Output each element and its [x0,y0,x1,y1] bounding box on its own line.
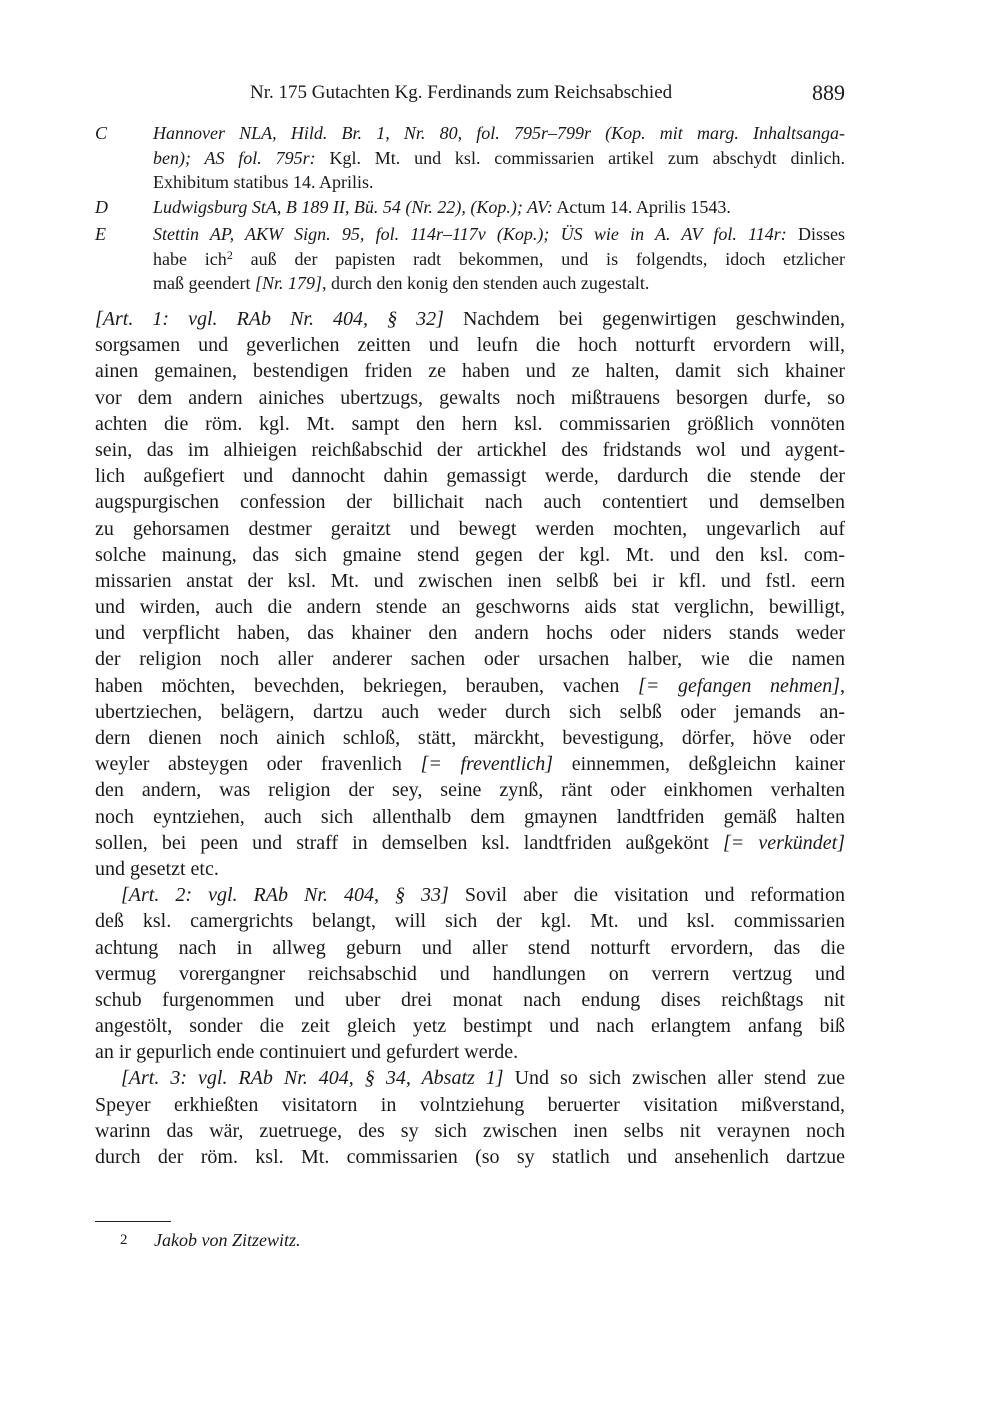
witness-sigil: E [95,224,106,244]
text-run: sorgsamen und geverlichen zeitten und leufn die hoch notturft ervordern will, [95,334,845,357]
text-run: Nachdem bei gegenwirtigen geschwinden, [443,308,845,330]
text-run: augspurgischen confession der billichait nach auch contentiert und demselben [95,491,845,514]
text-line [95,463,845,489]
page-number: 889 [812,80,845,105]
text-run: lich außgefiert und dannocht dahin gemassigt werde, dardurch die stende der [95,465,845,488]
text-run: , durch den konig den stenden auch zugestalt. [321,273,650,293]
text-line [95,358,845,384]
text-run: der religion noch aller anderer sachen oder ursachen halber, wie die namen [95,648,845,671]
text-line [95,306,845,332]
paragraph [95,1065,845,1170]
text-run: deß ksl. camergrichts belangt, will sich der kgl. Mt. und ksl. commissarien [95,910,845,933]
text-line [95,1039,845,1065]
text-line [95,568,845,594]
text-run: Kgl. Mt. und ksl. commissarien artikel zum abschydt dinlich. [315,147,845,168]
text-line [95,961,845,987]
editorial-italic: [Art. 3: vgl. RAb Nr. 404, § 34, Absatz 1] [121,1067,504,1090]
apparatus-entry [95,195,845,220]
text-run: vor dem andern ainiches ubertzugs, gewalts noch mißtrauens besorgen durfe, so [95,386,845,409]
editorial-italic: [= freventlich] [420,753,554,776]
text-line [95,620,845,646]
text-line [95,908,845,934]
witness-sigil: C [95,123,108,143]
text-line [95,935,845,961]
apparatus-entry [95,121,845,195]
text-line [153,146,845,171]
text-run: und wirden, auch die andern stende an geschworns aids stat verglichn, bewilligt, [95,596,845,619]
text-line [153,271,845,296]
text-run: den andern, was religion der sey, seine zynß, ränt oder einkhomen verhalten [95,779,845,802]
footnote-reference: 2 [226,247,233,262]
text-run: Und so sich zwischen aller stend zue [503,1067,845,1090]
text-run: durch der röm. ksl. Mt. commissarien (so sy statlich und ansehenlich dartzue [95,1146,845,1168]
text-line [95,1144,845,1170]
text-run: sein, das im alhieigen reichßabschid der artickhel des fridstands wol und aygent- [95,438,845,461]
text-run: einnemmen, deßgleichn kainer [553,753,845,776]
witness-sigil: D [95,197,108,217]
text-run: sollen, bei peen und straff in demselben ksl. landtfriden außgekönt [95,831,723,854]
text-run: noch eyntziehen, auch sich allenthalb dem gmaynen landtfriden gemäß halten [95,805,845,828]
text-line [153,170,845,195]
text-run: haben möchten, bevechden, bekriegen, berauben, vachen [95,674,639,697]
editorial-italic: [Art. 2: vgl. RAb Nr. 404, § 33] [121,884,449,907]
text-line [95,542,845,568]
text-run: angestölt, sonder die zeit gleich yetz bestimpt und nach erlangtem anfang biß [95,1015,845,1038]
text-line [95,411,845,437]
footnote-rule [95,1221,171,1222]
text-run: und verpflicht haben, das khainer den andern hochs oder niders stands weder [95,622,845,645]
text-line [95,673,845,699]
text-run: schub furgenommen und uber drei monat nach endung dises reichßtags nit [95,988,845,1011]
text-line [95,646,845,672]
text-run: , [840,674,845,697]
running-header-title: Nr. 175 Gutachten Kg. Ferdinands zum Reichsabschied [250,82,673,103]
text-line [95,1092,845,1118]
text-line [153,222,845,247]
text-run: weyler absteygen oder fravenlich [95,753,421,776]
text-run: vermug vorergangner reichsabschid und handlungen on verrern vertzug und [95,962,845,985]
text-run: an ir gepurlich ende continuiert und gefurdert werde. [95,1041,519,1064]
editorial-italic: Hannover NLA, Hild. Br. 1, Nr. 80, fol. 795r–799r (Kop. mit marg. Inhaltsanga- [153,123,845,143]
editorial-italic: [= gefangen nehmen] [638,674,840,697]
paragraph [95,882,845,1065]
text-line [95,804,845,830]
footnote [120,1228,301,1252]
text-line [153,247,845,272]
editorial-italic: [Nr. 179] [254,273,322,293]
text-run: Actum 14. Aprilis 1543. [552,197,731,217]
footnote-text: Jakob von Zitzewitz. [154,1230,301,1250]
text-line [95,385,845,411]
text-run: achtung nach in allweg geburn und aller stend notturft ervordern, das die [95,936,845,959]
text-line [95,751,845,777]
text-run: ainen gemainen, bestendigen friden ze haben und ze halten, damit sich khainer [95,360,845,383]
text-line [153,195,845,220]
text-run: achten die röm. kgl. Mt. sampt den hern ksl. commissarien größlich vonnöten [95,412,845,435]
text-run: und gesetzt etc. [95,857,219,880]
footnote-number: 2 [120,1232,128,1248]
main-text [95,306,845,1170]
text-line [95,489,845,515]
text-run: solche mainung, das sich gmaine stend gegen der kgl. Mt. und den ksl. com- [95,543,845,566]
text-run: Speyer erkhießten visitatorn in volntziehung beruerter visitation mißverstand, [95,1093,845,1116]
text-line [95,594,845,620]
paragraph [95,306,845,882]
editorial-italic: Ludwigsburg StA, B 189 II, Bü. 54 (Nr. 22), (Kop.); AV: [153,197,553,217]
text-line [95,777,845,803]
editorial-italic: Stettin AP, AKW Sign. 95, fol. 114r–117v (Kop.); ÜS wie in A. AV fol. 114r: [153,224,787,244]
text-line [95,725,845,751]
text-line [153,121,845,146]
text-run: warinn das wär, zuetruege, des sy sich zwischen inen selbs nit veraynen noch [95,1119,845,1142]
text-line [95,830,845,856]
text-run: dern dienen noch ainich schloß, stätt, märckht, bevestigung, dörfer, höve oder [95,727,845,749]
text-run: missarien anstat der ksl. Mt. und zwischen inen selbß bei ir kfl. und fstl. eern [95,569,845,592]
text-run: ubertziechen, belägern, dartzu auch weder durch sich selbß oder jemands an- [95,700,845,723]
text-line [95,437,845,463]
apparatus-entry [95,222,845,296]
text-line [95,882,845,908]
text-run: Exhibitum statibus 14. Aprilis. [153,172,374,192]
text-line [95,856,845,882]
editorial-italic: [Art. 1: vgl. RAb Nr. 404, § 32] [95,308,444,330]
text-line [95,1065,845,1091]
text-run: Disses [786,224,845,244]
text-line [95,332,845,358]
editorial-italic: [= verkündet] [723,831,845,854]
editorial-italic: ben); AS fol. 795r: [153,147,316,168]
text-line [95,1013,845,1039]
text-line [95,516,845,542]
text-run: auß der papisten radt bekommen, und is folgendts, idoch etzlicher [232,248,845,269]
text-line [95,1118,845,1144]
text-run: zu gehorsamen destmer geraitzt und bewegt werden mochten, ungevarlich auf [95,517,845,540]
text-run: habe ich [153,248,227,269]
text-line [95,699,845,725]
text-line [95,987,845,1013]
text-run: Sovil aber die visitation und reformation [448,884,845,907]
text-run: maß geendert [153,273,255,293]
